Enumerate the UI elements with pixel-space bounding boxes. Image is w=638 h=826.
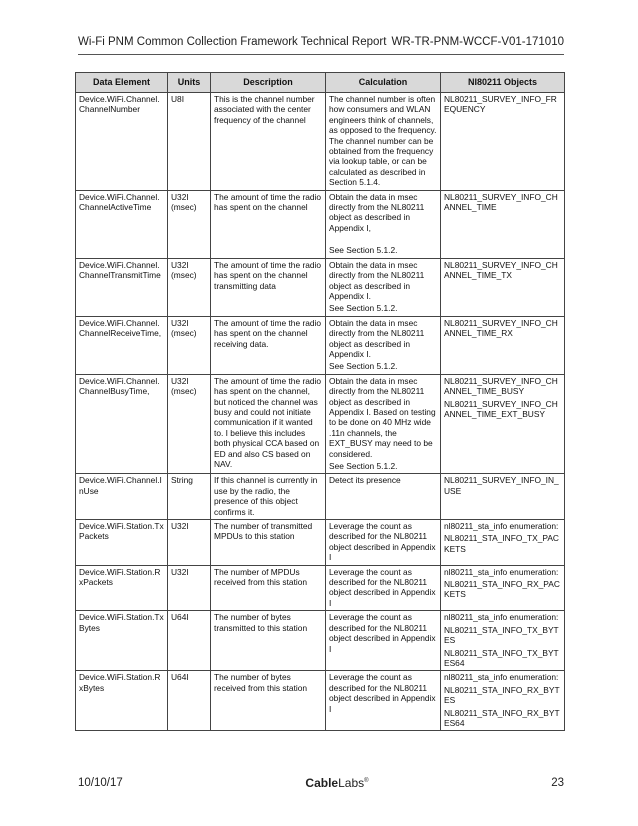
units-cell <box>168 671 211 731</box>
calculation-cell <box>326 93 441 191</box>
data-element-name: Device.WiFi.Station.RxPackets <box>79 566 161 588</box>
description-text: The amount of time the radio has spent on the channel transmitting data <box>214 259 322 291</box>
nl80211-object-name: NL80211_STA_INFO_TX_BYTES <box>444 624 559 646</box>
table-row <box>76 520 565 566</box>
nl80211-objects-cell <box>441 374 565 474</box>
units-text: U32I <box>171 521 189 532</box>
description-cell <box>211 671 326 731</box>
units-text: (msec) <box>171 270 197 281</box>
data-element-name: Device.WiFi.Station.TxBytes <box>79 612 164 633</box>
description-cell <box>211 520 326 566</box>
description-text: The number of transmitted MPDUs to this station <box>214 521 313 542</box>
description-cell <box>211 565 326 611</box>
calculation-text: Obtain the data in msec directly from the NL80211 object as described in Appendix I. <box>329 317 425 359</box>
calculation-cell <box>326 671 441 731</box>
header-divider <box>78 54 564 55</box>
description-cell <box>211 374 326 474</box>
table-header-row <box>76 73 565 93</box>
nl80211-objects-cell <box>441 520 565 566</box>
data-element-name: Device.WiFi.Station.TxPackets <box>79 521 164 542</box>
nl80211-object-name: NL80211_STA_INFO_RX_PACKETS <box>444 579 560 600</box>
table-row <box>76 93 565 191</box>
units-text: U8I <box>171 94 185 104</box>
calculation-text: Obtain the data in msec directly from the NL80211 object as described in Appendix I. Based on testing to be done on 40 MHz wide .11n channels, the EXT_BUSY may need to be considered. <box>329 375 436 459</box>
units-text: (msec) <box>171 202 197 213</box>
calculation-text: Leverage the count as described for the NL80211 object described in Appendix I <box>329 521 436 563</box>
calculation-text: Leverage the count as described for the NL80211 object described in Appendix I <box>329 612 436 654</box>
nl80211-object-name: NL80211_STA_INFO_TX_PACKETS <box>444 533 559 554</box>
units-cell <box>168 190 211 258</box>
description-text: The amount of time the radio has spent on the channel, but noticed the channel was busy and could not initiate communication if it wanted to. I believe this includes both physical CCA based on ED and also CS based on NAV. <box>214 375 322 469</box>
data-element-cell <box>76 565 168 611</box>
data-elements-table <box>75 72 565 731</box>
description-text: The amount of time the radio has spent on the channel receiving data. <box>214 317 322 349</box>
nl80211-objects-cell <box>441 316 565 374</box>
document-number: WR-TR-PNM-WCCF-V01-171010 <box>391 36 564 48</box>
table-row <box>76 671 565 731</box>
table-row <box>76 565 565 611</box>
units-cell <box>168 316 211 374</box>
data-element-cell <box>76 474 168 520</box>
data-element-cell <box>76 258 168 316</box>
units-cell <box>168 474 211 520</box>
logo-bold-text: Cable <box>305 776 339 790</box>
units-cell <box>168 565 211 611</box>
data-element-cell <box>76 611 168 671</box>
calculation-text: See Section 5.1.2. <box>329 303 398 314</box>
units-text: U64I <box>171 672 189 683</box>
data-element-cell <box>76 520 168 566</box>
nl80211-objects-cell <box>441 258 565 316</box>
nl80211-objects-cell <box>441 671 565 731</box>
table-row <box>76 611 565 671</box>
calculation-cell <box>326 258 441 316</box>
table-row <box>76 474 565 520</box>
units-cell <box>168 93 211 191</box>
table-row <box>76 258 565 316</box>
data-element-name: Device.WiFi.Channel.ChannelBusyTime, <box>79 375 160 397</box>
registered-mark: ® <box>364 778 369 784</box>
nl80211-object-name: nl80211_sta_info enumeration: <box>444 566 559 577</box>
table-row <box>76 190 565 258</box>
units-text: U32I <box>171 317 189 328</box>
units-text: U32I <box>171 191 189 202</box>
nl80211-object-name: nl80211_sta_info enumeration: <box>444 672 559 683</box>
table-row <box>76 374 565 474</box>
data-element-cell <box>76 93 168 191</box>
units-cell <box>168 374 211 474</box>
description-text: This is the channel number associated with the center frequency of the channel <box>214 94 315 125</box>
nl80211-object-name: NL80211_STA_INFO_RX_BYTES64 <box>444 707 560 728</box>
calculation-text: Detect its presence <box>329 475 401 486</box>
calculation-cell <box>326 316 441 374</box>
description-cell <box>211 93 326 191</box>
column-header: Units <box>168 73 211 93</box>
cablelabs-logo <box>305 776 368 790</box>
data-element-name: Device.WiFi.Channel.ChannelReceiveTime, <box>79 317 162 339</box>
page-number: 23 <box>551 777 564 789</box>
page-header <box>78 36 564 48</box>
data-element-cell <box>76 374 168 474</box>
nl80211-object-name: NL80211_SURVEY_INFO_IN_USE <box>444 475 559 496</box>
units-text: (msec) <box>171 328 197 339</box>
calculation-text: Obtain the data in msec directly from the NL80211 object as described in Appendix I. <box>329 259 425 301</box>
logo-text: Labs <box>338 776 365 790</box>
table-row <box>76 316 565 374</box>
description-text: If this channel is currently in use by the radio, the presence of this object confirms it. <box>214 475 318 517</box>
description-text: The number of MPDUs received from this station <box>214 566 308 588</box>
calculation-text: See Section 5.1.2. <box>329 245 398 256</box>
units-text: U32I <box>171 259 189 270</box>
description-text: The amount of time the radio has spent on the channel <box>214 191 322 213</box>
calculation-cell <box>326 474 441 520</box>
nl80211-object-name: NL80211_SURVEY_INFO_CHANNEL_TIME_EXT_BUSY <box>444 398 558 419</box>
calculation-cell <box>326 374 441 474</box>
nl80211-object-name: NL80211_SURVEY_INFO_CHANNEL_TIME_BUSY <box>444 375 558 397</box>
nl80211-objects-cell <box>441 474 565 520</box>
calculation-text: Leverage the count as described for the NL80211 object described in Appendix I <box>329 566 436 608</box>
description-cell <box>211 474 326 520</box>
nl80211-object-name: NL80211_SURVEY_INFO_CHANNEL_TIME <box>444 191 558 213</box>
units-cell <box>168 611 211 671</box>
calculation-text: See Section 5.1.2. <box>329 461 398 471</box>
page-footer <box>78 776 564 790</box>
nl80211-object-name: NL80211_SURVEY_INFO_FREQUENCY <box>444 94 557 115</box>
data-element-cell <box>76 190 168 258</box>
nl80211-object-name: nl80211_sta_info enumeration: <box>444 521 559 532</box>
calculation-text: The channel number is often how consumers and WLAN engineers think of channels, as opposed to the frequency. The channel number can be obtained from the frequency via lookup table, or can be calculated as described in Section 5.1.4. <box>329 94 437 188</box>
data-element-name: Device.WiFi.Channel.InUse <box>79 475 162 496</box>
calculation-text: See Section 5.1.2. <box>329 361 398 372</box>
data-element-name: Device.WiFi.Station.RxBytes <box>79 672 161 693</box>
nl80211-object-name: NL80211_STA_INFO_RX_BYTES <box>444 684 560 706</box>
data-element-cell <box>76 316 168 374</box>
nl80211-objects-cell <box>441 565 565 611</box>
calculation-text: Obtain the data in msec directly from the NL80211 object as described in Appendix I, <box>329 191 425 233</box>
data-element-name: Device.WiFi.Channel.ChannelActiveTime <box>79 191 160 213</box>
data-element-cell <box>76 671 168 731</box>
calculation-cell <box>326 190 441 258</box>
units-text: (msec) <box>171 386 197 397</box>
data-element-name: Device.WiFi.Channel.ChannelTransmitTime <box>79 259 161 281</box>
nl80211-objects-cell <box>441 93 565 191</box>
units-text: U32I <box>171 375 189 386</box>
description-cell <box>211 190 326 258</box>
column-header: Data Element <box>76 73 168 93</box>
column-header: Description <box>211 73 326 93</box>
nl80211-objects-cell <box>441 190 565 258</box>
description-text: The number of bytes transmitted to this station <box>214 612 308 633</box>
column-header: Calculation <box>326 73 441 93</box>
nl80211-objects-cell <box>441 611 565 671</box>
units-cell <box>168 520 211 566</box>
nl80211-object-name: NL80211_SURVEY_INFO_CHANNEL_TIME_TX <box>444 259 558 281</box>
nl80211-object-name: NL80211_SURVEY_INFO_CHANNEL_TIME_RX <box>444 317 558 339</box>
calculation-text: Leverage the count as described for the NL80211 object described in Appendix I <box>329 672 436 714</box>
data-element-name: Device.WiFi.Channel.ChannelNumber <box>79 94 160 115</box>
calculation-cell <box>326 565 441 611</box>
nl80211-object-name: nl80211_sta_info enumeration: <box>444 612 559 623</box>
calculation-cell <box>326 520 441 566</box>
description-cell <box>211 316 326 374</box>
calculation-cell <box>326 611 441 671</box>
nl80211-object-name: NL80211_STA_INFO_TX_BYTES64 <box>444 647 559 668</box>
units-text: String <box>171 475 193 486</box>
document-title: Wi-Fi PNM Common Collection Framework Technical Report <box>78 36 387 48</box>
units-text: U32I <box>171 566 189 577</box>
units-text: U64I <box>171 612 189 623</box>
description-cell <box>211 258 326 316</box>
table-body <box>76 93 565 731</box>
units-cell <box>168 258 211 316</box>
column-header: NI80211 Objects <box>441 73 565 93</box>
footer-date: 10/10/17 <box>78 777 123 789</box>
description-text: The number of bytes received from this station <box>214 672 308 693</box>
description-cell <box>211 611 326 671</box>
